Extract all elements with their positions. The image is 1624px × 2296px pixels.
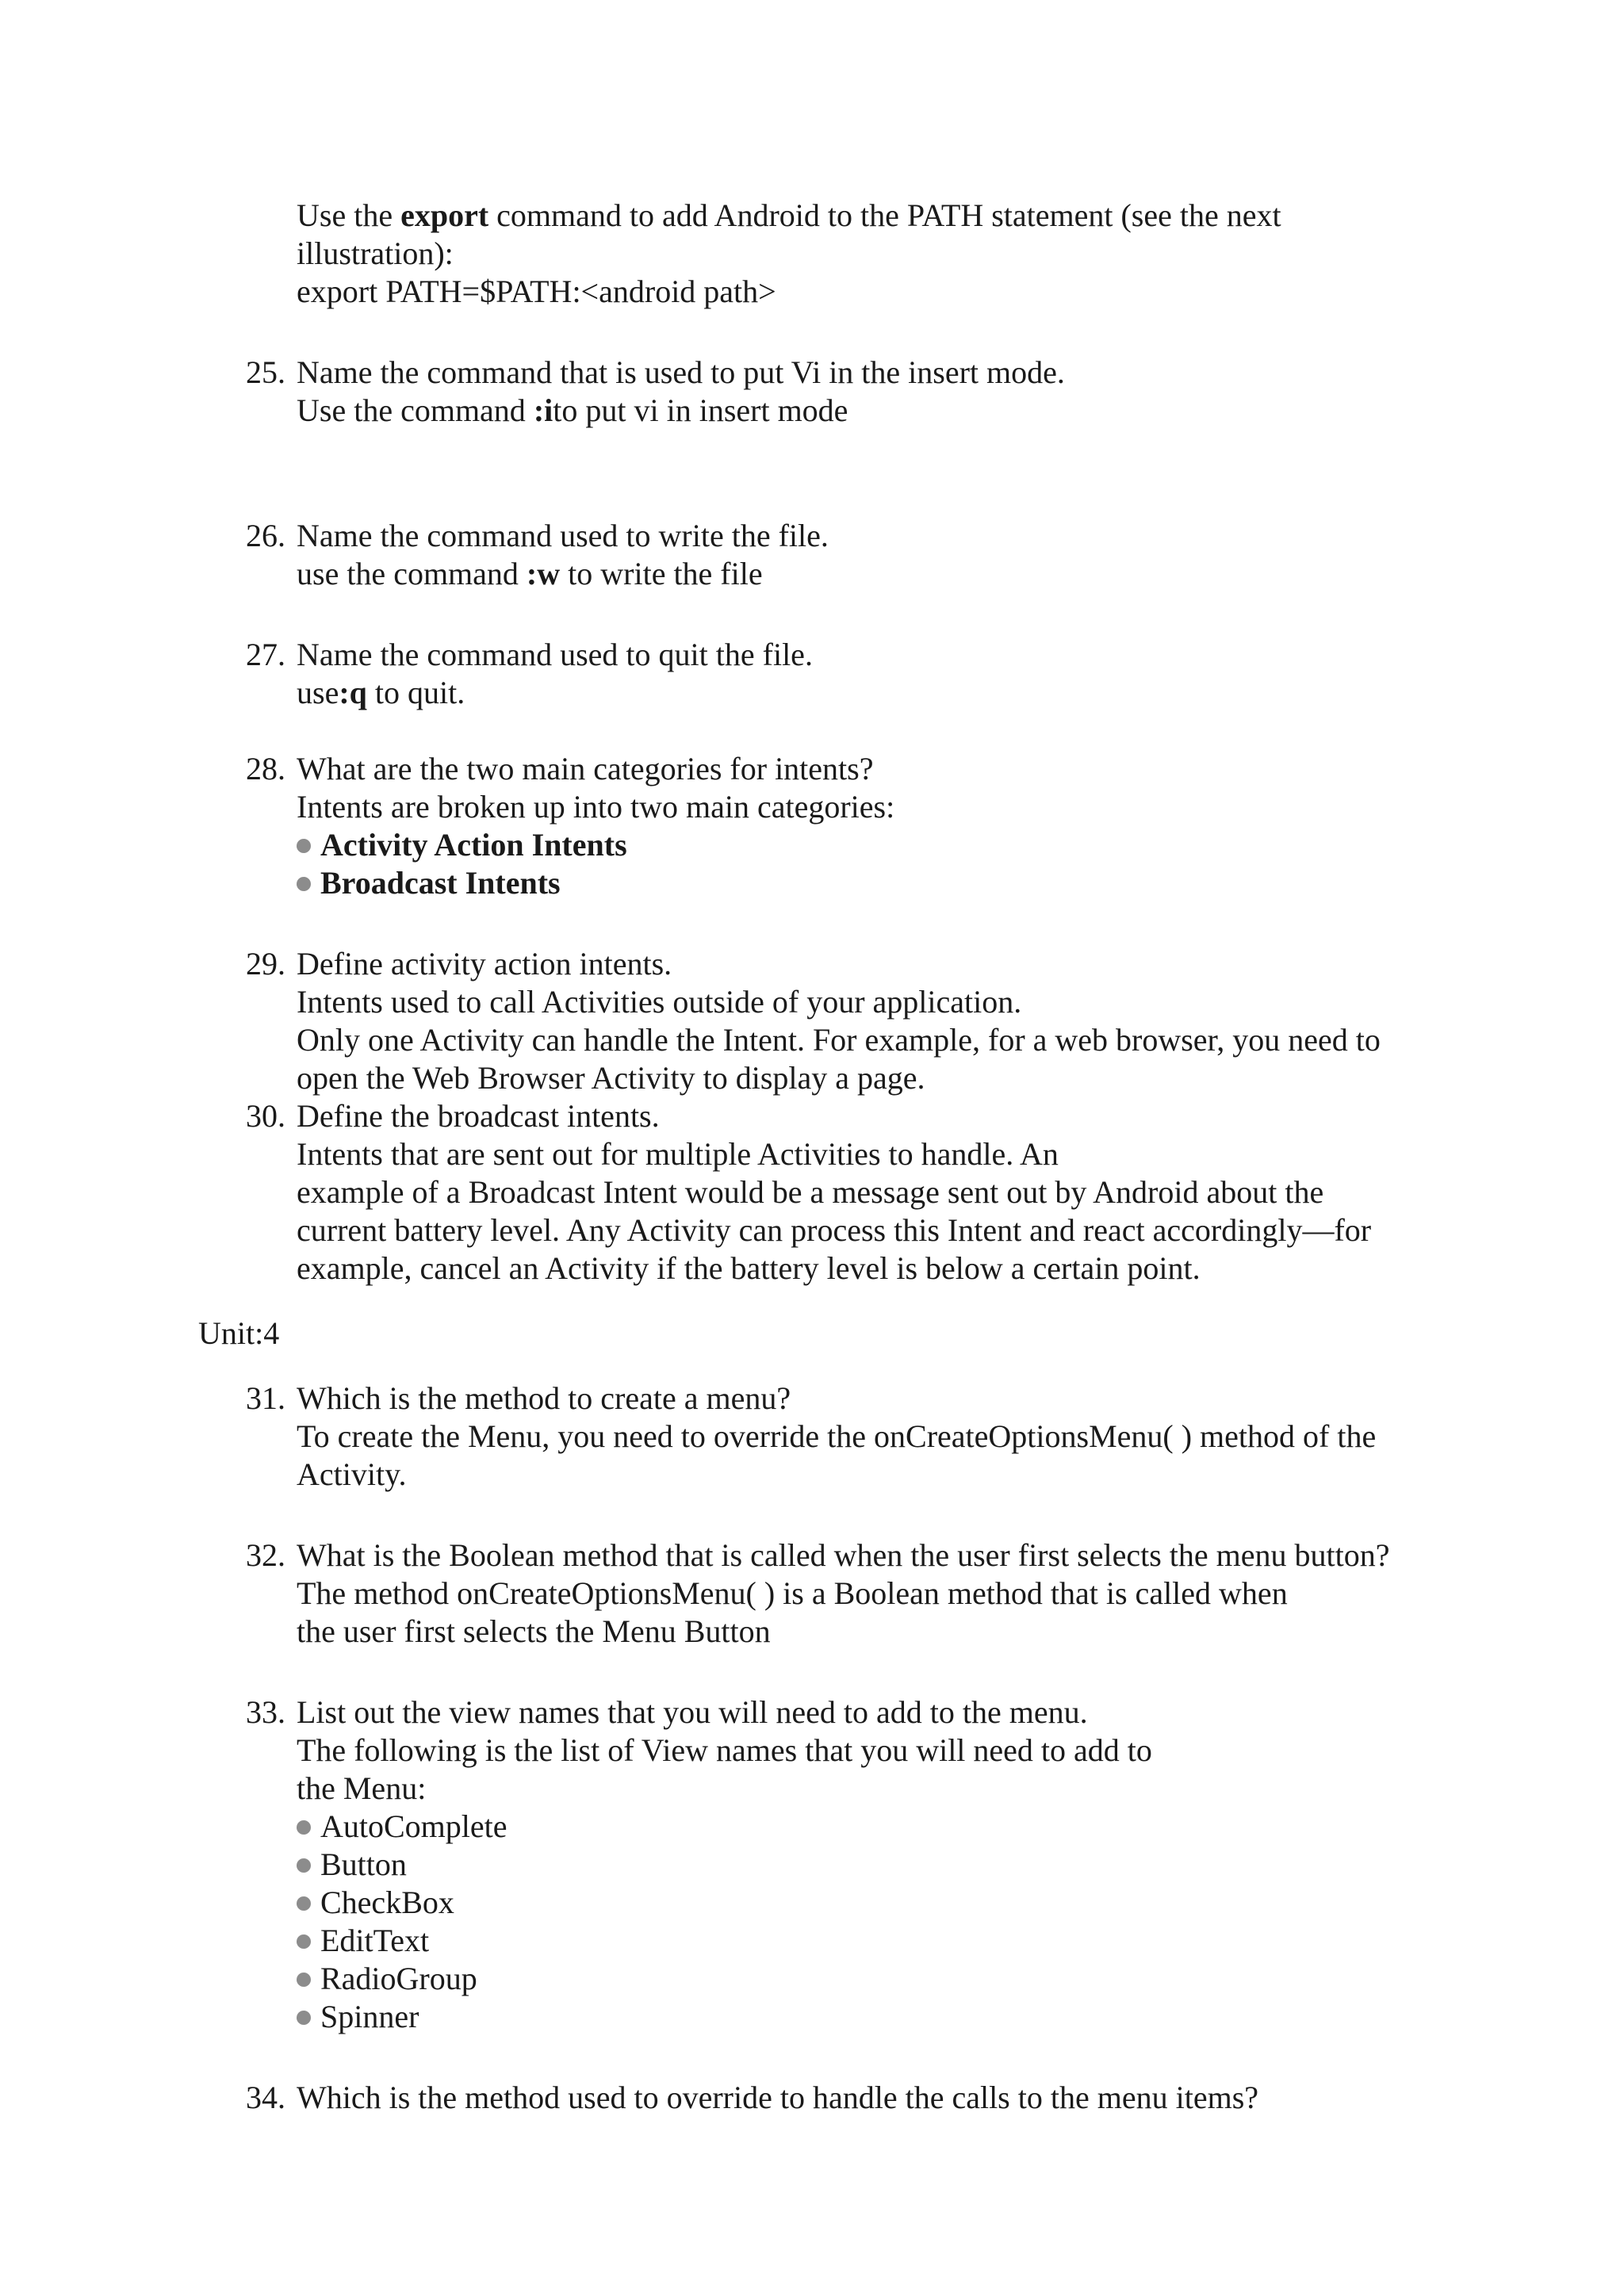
intro-bold-command: export — [400, 197, 489, 233]
answer-30-line: example, cancel an Activity if the battery level is below a certain point. — [297, 1250, 1201, 1286]
question-number: 26. — [246, 518, 285, 553]
answer-text: use the command — [297, 556, 527, 591]
answer-30-line: example of a Broadcast Intent would be a message sent out by Android about the — [297, 1174, 1324, 1210]
question-33: List out the view names that you will need to add to the menu. — [297, 1694, 1088, 1730]
answer-text: to put vi in insert mode — [553, 392, 848, 428]
list-item-label: Spinner — [320, 1999, 419, 2034]
answer-30-line: current battery level. Any Activity can process this Intent and react accordingly—for — [297, 1212, 1372, 1248]
answer-25 — [297, 392, 848, 430]
question-30: Define the broadcast intents. — [297, 1098, 660, 1134]
question-27: Name the command used to quit the file. — [297, 637, 813, 672]
answer-26 — [297, 555, 763, 593]
intro-line-3: export PATH=$PATH:<android path> — [297, 274, 776, 309]
list-item — [297, 826, 627, 864]
question-29: Define activity action intents. — [297, 946, 672, 982]
list-item — [297, 1884, 454, 1922]
list-item — [297, 1808, 508, 1846]
answer-text: Use the command — [297, 392, 534, 428]
question-26: Name the command used to write the file. — [297, 518, 829, 553]
answer-33-line: The following is the list of View names that you will need to add to — [297, 1732, 1152, 1768]
intro-text: command to add Android to the PATH statement (see the next — [488, 197, 1281, 233]
question-number: 31. — [246, 1380, 285, 1416]
list-item — [297, 864, 561, 902]
bullet-icon — [297, 839, 311, 853]
bullet-icon — [297, 1896, 311, 1911]
question-25: Name the command that is used to put Vi in the insert mode. — [297, 354, 1065, 390]
bullet-icon — [297, 2011, 311, 2025]
answer-bold-command: :q — [339, 675, 367, 710]
bullet-icon — [297, 1820, 311, 1835]
list-item-label: Button — [320, 1846, 407, 1882]
answer-text: use — [297, 675, 339, 710]
list-item — [297, 1998, 419, 2036]
answer-text: to quit. — [366, 675, 465, 710]
question-number: 27. — [246, 637, 285, 672]
list-item-label: CheckBox — [320, 1885, 454, 1920]
list-item — [297, 1960, 477, 1998]
question-31: Which is the method to create a menu? — [297, 1380, 791, 1416]
answer-32-line: The method onCreateOptionsMenu( ) is a Boolean method that is called when — [297, 1575, 1288, 1611]
bullet-icon — [297, 1973, 311, 1987]
question-32: What is the Boolean method that is called when the user first selects the menu button? — [297, 1537, 1390, 1573]
answer-29-line: Intents used to call Activities outside of your application. — [297, 984, 1022, 1020]
answer-bold-command: :w — [526, 556, 561, 591]
answer-31-line: Activity. — [297, 1456, 407, 1492]
list-item-label: Activity Action Intents — [320, 827, 627, 863]
bullet-icon — [297, 1858, 311, 1873]
list-item-label: RadioGroup — [320, 1961, 477, 1996]
answer-28: Intents are broken up into two main categories: — [297, 789, 895, 825]
question-number: 28. — [246, 751, 285, 786]
question-number: 32. — [246, 1537, 285, 1573]
list-item — [297, 1922, 429, 1960]
answer-31-line: To create the Menu, you need to override the onCreateOptionsMenu( ) method of the — [297, 1418, 1377, 1454]
list-item-label: Broadcast Intents — [320, 865, 561, 901]
question-number: 29. — [246, 946, 285, 982]
question-number: 33. — [246, 1694, 285, 1730]
answer-text: to write the file — [560, 556, 763, 591]
answer-33-line: the Menu: — [297, 1770, 427, 1806]
intro-line-1 — [297, 197, 1281, 235]
answer-29-line: open the Web Browser Activity to display a page. — [297, 1060, 925, 1096]
intro-text: Use the — [297, 197, 401, 233]
answer-bold-command: :i — [533, 392, 553, 428]
list-item-label: AutoComplete — [320, 1808, 508, 1844]
answer-27 — [297, 674, 465, 712]
question-number: 25. — [246, 354, 285, 390]
answer-30-line: Intents that are sent out for multiple Activities to handle. An — [297, 1136, 1059, 1172]
unit-heading: Unit:4 — [198, 1315, 280, 1351]
question-34: Which is the method used to override to handle the calls to the menu items? — [297, 2080, 1259, 2115]
answer-32-line: the user first selects the Menu Button — [297, 1613, 771, 1649]
answer-29-line: Only one Activity can handle the Intent. For example, for a web browser, you need to — [297, 1022, 1381, 1058]
question-number: 30. — [246, 1098, 285, 1134]
list-item-label: EditText — [320, 1923, 430, 1958]
bullet-icon — [297, 877, 311, 891]
list-item — [297, 1846, 407, 1884]
question-number: 34. — [246, 2080, 285, 2115]
bullet-icon — [297, 1934, 311, 1949]
intro-line-2: illustration): — [297, 235, 454, 271]
question-28: What are the two main categories for intents? — [297, 751, 874, 786]
